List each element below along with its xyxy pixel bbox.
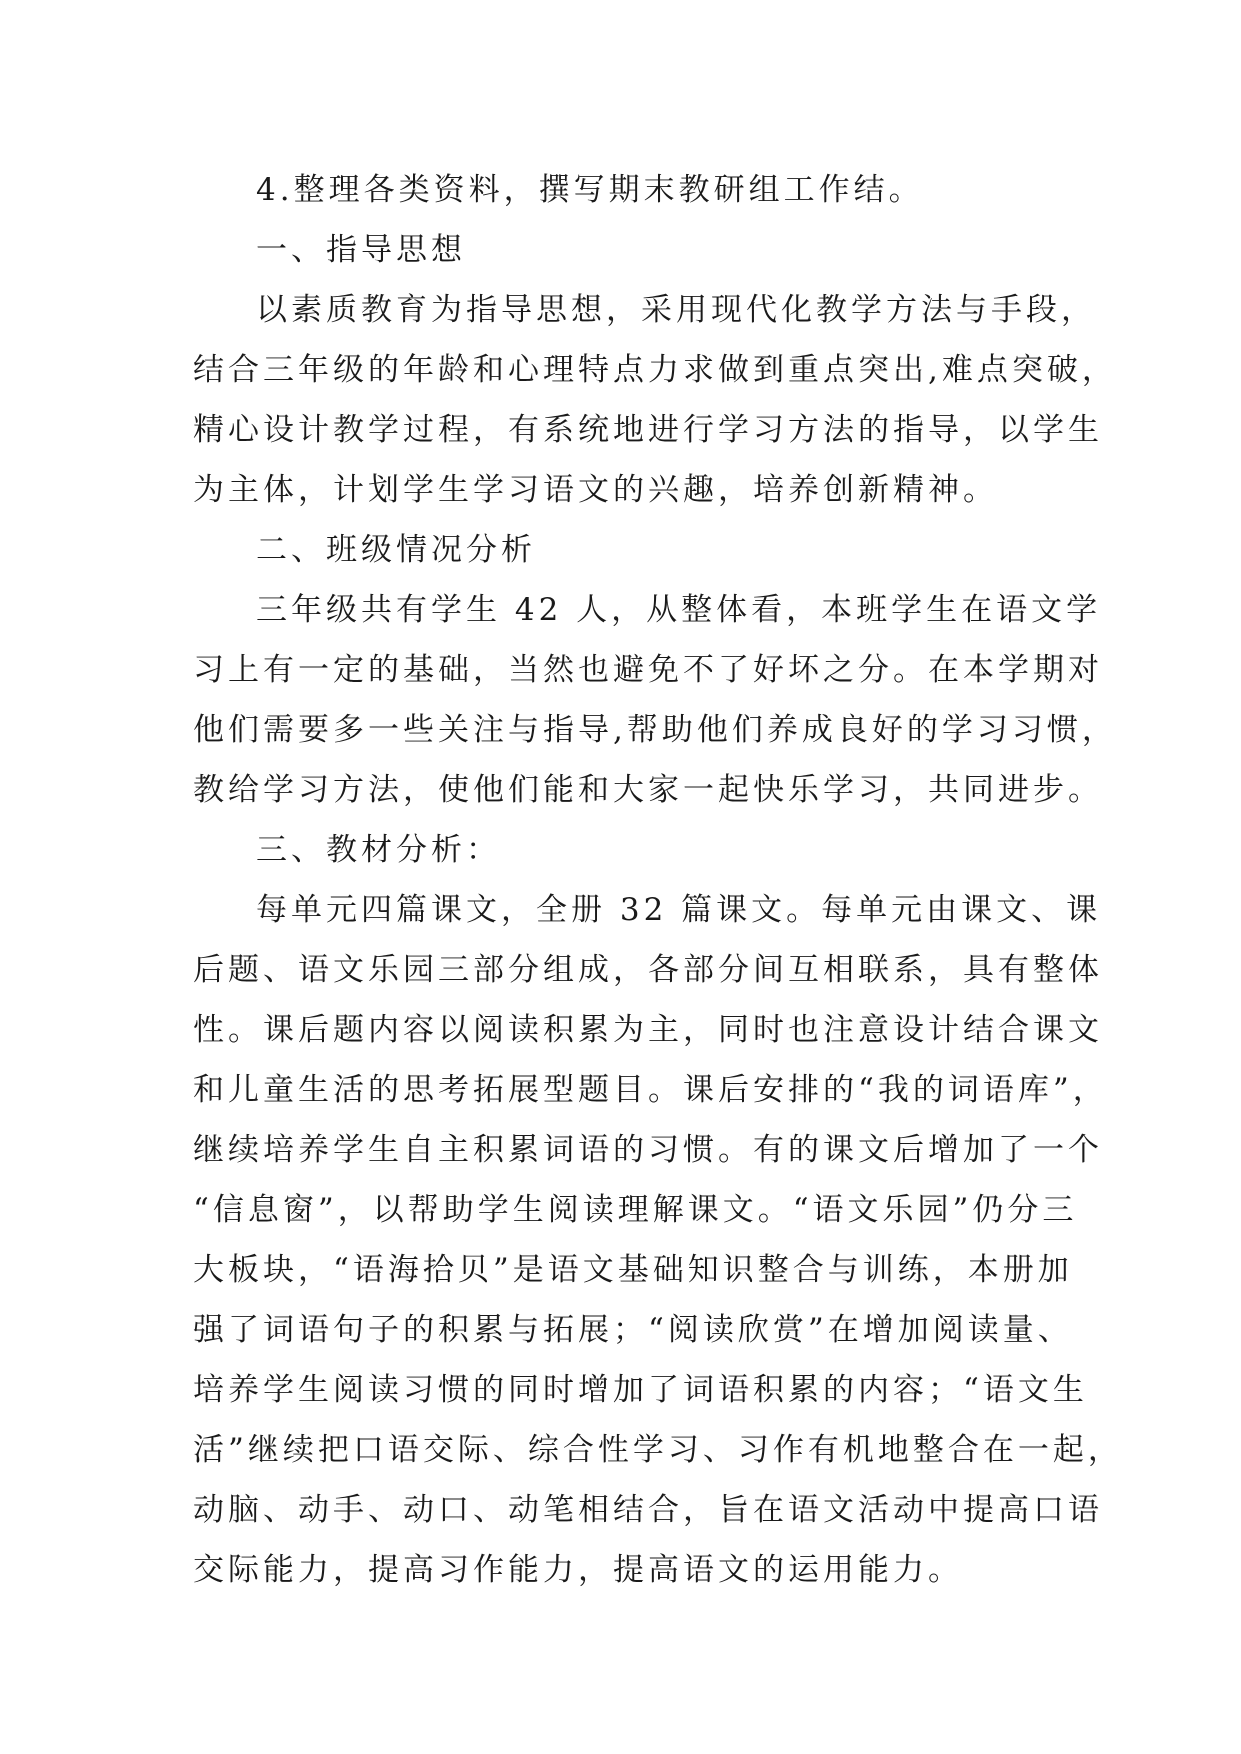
text-line: 习上有一定的基础，当然也避免不了好坏之分。在本学期对	[193, 652, 1103, 688]
text-line: 培养学生阅读习惯的同时增加了词语积累的内容；“语文生	[193, 1372, 1088, 1408]
text-line: 结合三年级的年龄和心理特点力求做到重点突出,难点突破，	[193, 352, 1117, 388]
text-line: 他们需要多一些关注与指导,帮助他们养成良好的学习习惯，	[193, 712, 1117, 748]
text-line: 为主体，计划学生学习语文的兴趣，培养创新精神。	[193, 472, 998, 508]
text-line: 活”继续把口语交际、综合性学习、习作有机地整合在一起，	[193, 1432, 1123, 1468]
text-line: 动脑、动手、动口、动笔相结合，旨在语文活动中提高口语	[193, 1492, 1103, 1528]
text-line: 三年级共有学生 42 人，从整体看，本班学生在语文学	[256, 592, 1102, 628]
text-line: 和儿童生活的思考拓展型题目。课后安排的“我的词语库”，	[193, 1072, 1108, 1108]
text-line: 强了词语句子的积累与拓展；“阅读欣赏”在增加阅读量、	[193, 1312, 1073, 1348]
text-line: 交际能力，提高习作能力，提高语文的运用能力。	[193, 1552, 963, 1588]
text-line: 每单元四篇课文，全册 32 篇课文。每单元由课文、课	[256, 892, 1102, 928]
document-body	[193, 160, 1123, 1600]
text-line: 后题、语文乐园三部分组成，各部分间互相联系，具有整体	[193, 952, 1103, 988]
text-line: 精心设计教学过程，有系统地进行学习方法的指导，以学生	[193, 412, 1103, 448]
section-heading: 一、指导思想	[256, 232, 466, 268]
text-line: “信息窗”，以帮助学生阅读理解课文。“语文乐园”仍分三	[193, 1192, 1078, 1228]
text-line: 教给学习方法，使他们能和大家一起快乐学习，共同进步。	[193, 772, 1103, 808]
section-heading: 二、班级情况分析	[256, 532, 536, 568]
section-heading: 三、教材分析：	[256, 832, 501, 868]
text-line: 大板块，“语海拾贝”是语文基础知识整合与训练，本册加	[193, 1252, 1073, 1288]
text-line: 以素质教育为指导思想，采用现代化教学方法与手段，	[256, 292, 1096, 328]
text-line: 4.整理各类资料，撰写期末教研组工作结。	[256, 172, 924, 208]
text-line: 性。课后题内容以阅读积累为主，同时也注意设计结合课文	[193, 1012, 1103, 1048]
text-line: 继续培养学生自主积累词语的习惯。有的课文后增加了一个	[193, 1132, 1103, 1168]
